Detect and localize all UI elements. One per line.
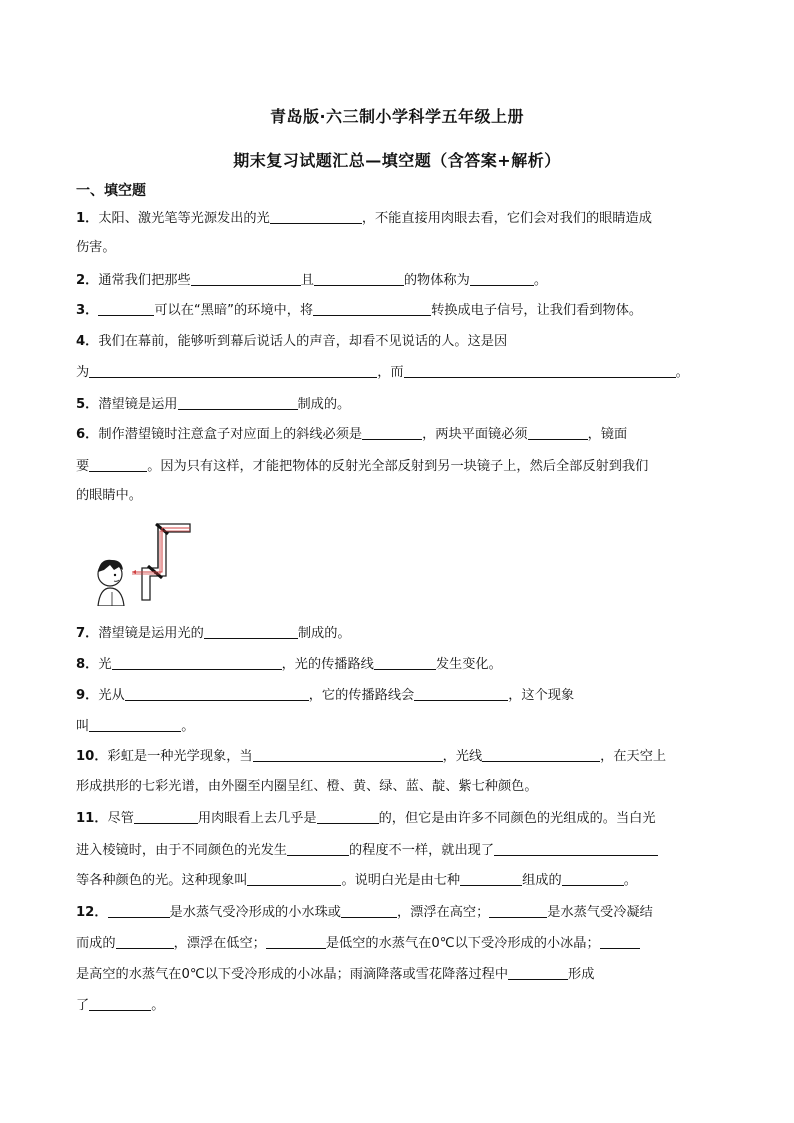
answer-blank[interactable] <box>562 872 624 886</box>
question-text: 是高空的水蒸气在0℃以下受冷形成的小冰晶；雨滴降落或雪花降落过程中 <box>76 967 509 982</box>
question-text: 伤害。 <box>76 240 116 255</box>
question-4-continued <box>76 364 721 381</box>
answer-blank[interactable] <box>270 210 362 224</box>
question-text: ，两块平面镜必须 <box>422 427 528 442</box>
question-text: ，光的传播路线 <box>281 657 374 672</box>
answer-blank[interactable] <box>89 718 181 732</box>
answer-blank[interactable] <box>528 426 588 440</box>
question-number: 4． <box>76 334 99 349</box>
question-1 <box>76 210 721 227</box>
question-text: ，不能直接用肉眼去看，它们会对我们的眼睛造成 <box>361 211 652 226</box>
question-number: 6． <box>76 427 99 442</box>
question-text: 要 <box>76 459 90 474</box>
question-10 <box>76 748 721 765</box>
question-text: ，光线 <box>442 749 483 764</box>
question-text: 制作潜望镜时注意盒子对应面上的斜线必须是 <box>98 427 363 442</box>
question-number: 8． <box>76 657 99 672</box>
question-text: 通常我们把那些 <box>98 273 191 288</box>
question-text: 可以在“黑暗”的环境中，将 <box>154 303 314 318</box>
answer-blank[interactable] <box>489 904 547 918</box>
question-number: 3． <box>76 303 99 318</box>
question-text: 的眼睛中。 <box>76 488 142 503</box>
answer-blank[interactable] <box>600 935 640 949</box>
arrow-icon <box>132 570 136 574</box>
question-text: 。说明白光是由七种 <box>341 873 461 888</box>
question-text: ，漂浮在低空； <box>173 936 266 951</box>
question-text: 发生变化。 <box>435 657 502 672</box>
question-text: 等各种颜色的光。这种现象叫 <box>76 873 248 888</box>
question-number: 12． <box>76 905 108 920</box>
answer-blank[interactable] <box>460 872 522 886</box>
question-7 <box>76 625 721 642</box>
question-5 <box>76 396 721 413</box>
question-text: 光从 <box>98 688 125 703</box>
question-text: 了 <box>76 998 90 1013</box>
question-text: 。 <box>533 273 547 288</box>
answer-blank[interactable] <box>374 656 436 670</box>
question-text: 叫 <box>76 719 90 734</box>
question-12-continued <box>76 966 721 983</box>
answer-blank[interactable] <box>89 458 147 472</box>
question-text: 形成 <box>568 967 595 982</box>
question-text: 。因为只有这样，才能把物体的反射光全部反射到另一块镜子上，然后全部反射到我们 <box>147 459 649 474</box>
question-text: 彩虹是一种光学现象，当 <box>107 749 253 764</box>
answer-blank[interactable] <box>89 364 377 378</box>
question-text: 。 <box>623 873 637 888</box>
question-text: ，镜面 <box>587 427 628 442</box>
answer-blank[interactable] <box>482 748 600 762</box>
section-heading: 一、填空题 <box>76 183 146 199</box>
answer-blank[interactable] <box>116 935 174 949</box>
question-6-continued <box>76 488 721 504</box>
answer-blank[interactable] <box>125 687 309 701</box>
periscope-outline <box>142 524 190 600</box>
question-text: 为 <box>76 365 90 380</box>
question-11 <box>76 810 721 827</box>
question-number: 9． <box>76 688 99 703</box>
question-text: 制成的。 <box>297 626 351 641</box>
answer-blank[interactable] <box>98 302 154 316</box>
question-number: 2． <box>76 273 99 288</box>
question-number: 11． <box>76 811 108 826</box>
question-2 <box>76 272 721 289</box>
answer-blank[interactable] <box>108 904 170 918</box>
question-text: 组成的 <box>522 873 562 888</box>
answer-blank[interactable] <box>204 625 298 639</box>
question-text: 的物体称为 <box>403 273 470 288</box>
question-text: 光 <box>98 657 112 672</box>
question-text: 用肉眼看上去几乎是 <box>197 811 317 826</box>
question-text: ，它的传播路线会 <box>308 688 415 703</box>
light-path <box>132 531 190 574</box>
question-text: ，在天空上 <box>600 749 667 764</box>
question-text: 我们在幕前，能够听到幕后说话人的声音，却看不见说话的人。这是因 <box>98 334 508 349</box>
answer-blank[interactable] <box>317 810 379 824</box>
answer-blank[interactable] <box>247 872 341 886</box>
question-text: 且 <box>300 273 314 288</box>
answer-blank[interactable] <box>112 656 282 670</box>
question-text: 形成拱形的七彩光谱，由外圈至内圈呈红、橙、黄、绿、蓝、靛、紫七种颜色。 <box>76 779 538 794</box>
answer-blank[interactable] <box>89 997 151 1011</box>
question-text: 。 <box>181 719 195 734</box>
question-number: 10． <box>76 749 108 764</box>
question-text: 制成的。 <box>297 397 351 412</box>
question-11-continued <box>76 872 721 889</box>
light-path <box>132 528 190 572</box>
question-3 <box>76 302 721 319</box>
boy-figure <box>98 560 124 606</box>
question-number: 5． <box>76 397 99 412</box>
question-text: 是低空的水蒸气在0℃以下受冷形成的小冰晶； <box>325 936 600 951</box>
question-9-continued <box>76 718 721 735</box>
answer-blank[interactable] <box>287 842 349 856</box>
question-number: 7． <box>76 626 99 641</box>
answer-blank[interactable] <box>414 687 508 701</box>
document-title: 青岛版·六三制小学科学五年级上册 <box>269 107 525 126</box>
question-12 <box>76 904 721 921</box>
answer-blank[interactable] <box>313 302 431 316</box>
answer-blank[interactable] <box>191 272 301 286</box>
question-text: 转换成电子信号，让我们看到物体。 <box>431 303 643 318</box>
question-6 <box>76 426 721 443</box>
question-6-continued <box>76 458 721 475</box>
question-text: ，而 <box>377 365 404 380</box>
question-text: 的，但它是由许多不同颜色的光组成的。当白光 <box>378 811 656 826</box>
question-11-continued <box>76 842 721 859</box>
answer-blank[interactable] <box>253 748 443 762</box>
answer-blank[interactable] <box>508 966 568 980</box>
question-text: 太阳、激光笔等光源发出的光 <box>98 211 270 226</box>
question-text: 是水蒸气受冷形成的小水珠或 <box>169 905 341 920</box>
question-text: ，漂浮在高空； <box>396 905 490 920</box>
answer-blank[interactable] <box>314 272 404 286</box>
question-text: 潜望镜是运用光的 <box>98 626 204 641</box>
answer-blank[interactable] <box>134 810 198 824</box>
answer-blank[interactable] <box>178 396 298 410</box>
question-12-continued <box>76 935 721 952</box>
question-9 <box>76 687 721 704</box>
answer-blank[interactable] <box>341 904 397 918</box>
question-10-continued <box>76 779 721 795</box>
question-text: 。 <box>151 998 165 1013</box>
question-8 <box>76 656 721 673</box>
question-text: 而成的 <box>76 936 116 951</box>
answer-blank[interactable] <box>470 272 534 286</box>
question-text: 是水蒸气受冷凝结 <box>547 905 653 920</box>
question-12-continued <box>76 997 721 1014</box>
question-text: 尽管 <box>107 811 134 826</box>
question-text: 进入棱镜时，由于不同颜色的光发生 <box>76 843 287 858</box>
periscope-illustration <box>92 520 192 606</box>
question-text: 潜望镜是运用 <box>98 397 178 412</box>
answer-blank[interactable] <box>362 426 422 440</box>
question-text: 的程度不一样，就出现了 <box>349 843 495 858</box>
question-1-continued <box>76 240 721 256</box>
answer-blank[interactable] <box>404 364 676 378</box>
question-4 <box>76 334 721 350</box>
question-number: 1． <box>76 211 99 226</box>
question-text: ，这个现象 <box>508 688 575 703</box>
answer-blank[interactable] <box>266 935 326 949</box>
question-text: 。 <box>675 365 689 380</box>
document-subtitle: 期末复习试题汇总—填空题（含答案+解析） <box>233 151 561 170</box>
answer-blank[interactable] <box>494 842 658 856</box>
